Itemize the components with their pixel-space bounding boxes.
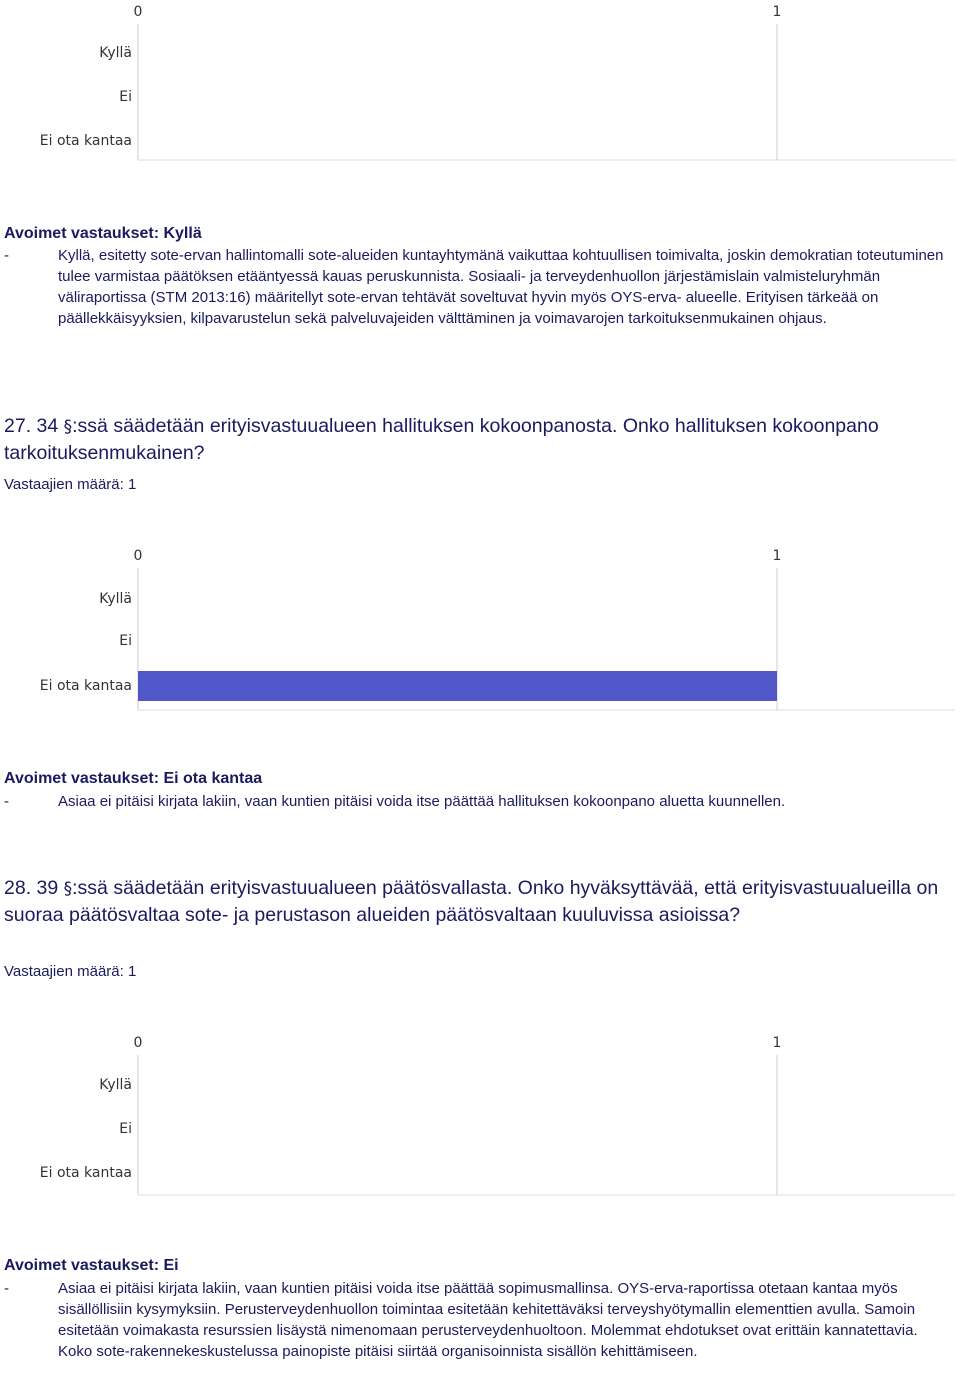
tick-label: 0: [133, 1035, 143, 1051]
chart-q26: [0, 0, 960, 165]
question-text: :ssä säädetään erityisvastuualueen hallituksen kokoonpanosta. Onko hallituksen kokoonpano tarkoituksenmukainen?: [4, 415, 879, 464]
section-sign: §: [63, 417, 73, 437]
question-28: [4, 875, 954, 928]
category-label: Ei: [119, 89, 132, 105]
question-27: [4, 413, 954, 466]
chart-q28: [0, 1025, 960, 1200]
answer-dash: -: [4, 247, 9, 264]
question-text: :ssä säädetään erityisvastuualueen päätösvallasta. Onko hyväksyttävää, että erityisvastuualueilla on suoraa päätösvaltaa sote- ja perustason alueiden päätösvaltaan kuuluvissa asioissa?: [4, 877, 939, 926]
tick-label: 1: [772, 1035, 782, 1051]
open-answers-heading-2: Avoimet vastaukset: Ei ota kantaa: [4, 770, 263, 787]
tick-label: 0: [133, 548, 143, 564]
answer-text: Kyllä, esitetty sote-ervan hallintomalli sote-alueiden kuntayhtymänä vaikuttaa kohtuullisen toimivalta, joskin demokratian toteutuminen tulee varmistaa päätöksen etääntyessä kauas peruskunnista. Sosiaali- ja terveydenhuollon järjestämislain valmisteluryhmän väliraportissa (STM 2013:16) määritellyt sote-ervan tehtävät soveltuvat hyvin myös OYS-erva- alueelle. Erityisen tärkeää on päällekkäisyyksien, kilpavarustelun sekä palveluvajeiden välttäminen ja voimavarojen tarkoituksenmukainen ohjaus.: [58, 247, 944, 327]
open-answer-3: [4, 1278, 954, 1362]
tick-label: 1: [772, 4, 782, 20]
open-answers-heading-3: Avoimet vastaukset: Ei: [4, 1257, 179, 1274]
category-label: Kyllä: [99, 45, 132, 61]
open-answers-heading-1: Avoimet vastaukset: Kyllä: [4, 225, 202, 242]
category-label: Kyllä: [99, 1077, 132, 1093]
question-number: 28. 39: [4, 877, 59, 899]
bar-chart-3: [0, 1025, 960, 1200]
open-answer-1: [4, 245, 954, 329]
tick-label: 0: [133, 4, 143, 20]
category-label: Ei: [119, 1121, 132, 1137]
question-number: 27. 34: [4, 415, 59, 437]
answer-dash: -: [4, 1280, 9, 1297]
category-label: Ei ota kantaa: [39, 678, 132, 694]
bar: [138, 671, 777, 701]
bar-chart-1: [0, 0, 960, 165]
category-label: Kyllä: [99, 591, 132, 607]
respondent-count-27: Vastaajien määrä: 1: [4, 476, 137, 493]
bar-chart-2: [0, 540, 960, 715]
category-label: Ei: [119, 633, 132, 649]
answer-text: Asiaa ei pitäisi kirjata lakiin, vaan kuntien pitäisi voida itse päättää sopimusmallinsa. OYS-erva-raportissa otetaan kantaa myös sisällöllisiin kysymyksiin. Perusterveydenhuollon toimintaa esitetään kehitettäväksi terveyshyötymallin elementtien avulla. Samoin esitetään voimakasta resurssien lisäystä nimenomaan perusterveydenhuoltoon. Molemmat ehdotukset ovat erittäin kannatettavia. Koko sote-rakennekeskustelussa painopiste pitäisi siirtää organisoinnista sisällön kehittämiseen.: [58, 1280, 918, 1360]
section-sign: §: [63, 879, 73, 899]
category-label: Ei ota kantaa: [39, 133, 132, 149]
category-label: Ei ota kantaa: [39, 1165, 132, 1181]
answer-dash: -: [4, 793, 9, 810]
open-answer-2: [4, 791, 954, 812]
chart-q27: [0, 540, 960, 715]
tick-label: 1: [772, 548, 782, 564]
respondent-count-28: Vastaajien määrä: 1: [4, 963, 137, 980]
answer-text: Asiaa ei pitäisi kirjata lakiin, vaan kuntien pitäisi voida itse päättää hallituksen kokoonpano aluetta kuunnellen.: [58, 793, 786, 810]
